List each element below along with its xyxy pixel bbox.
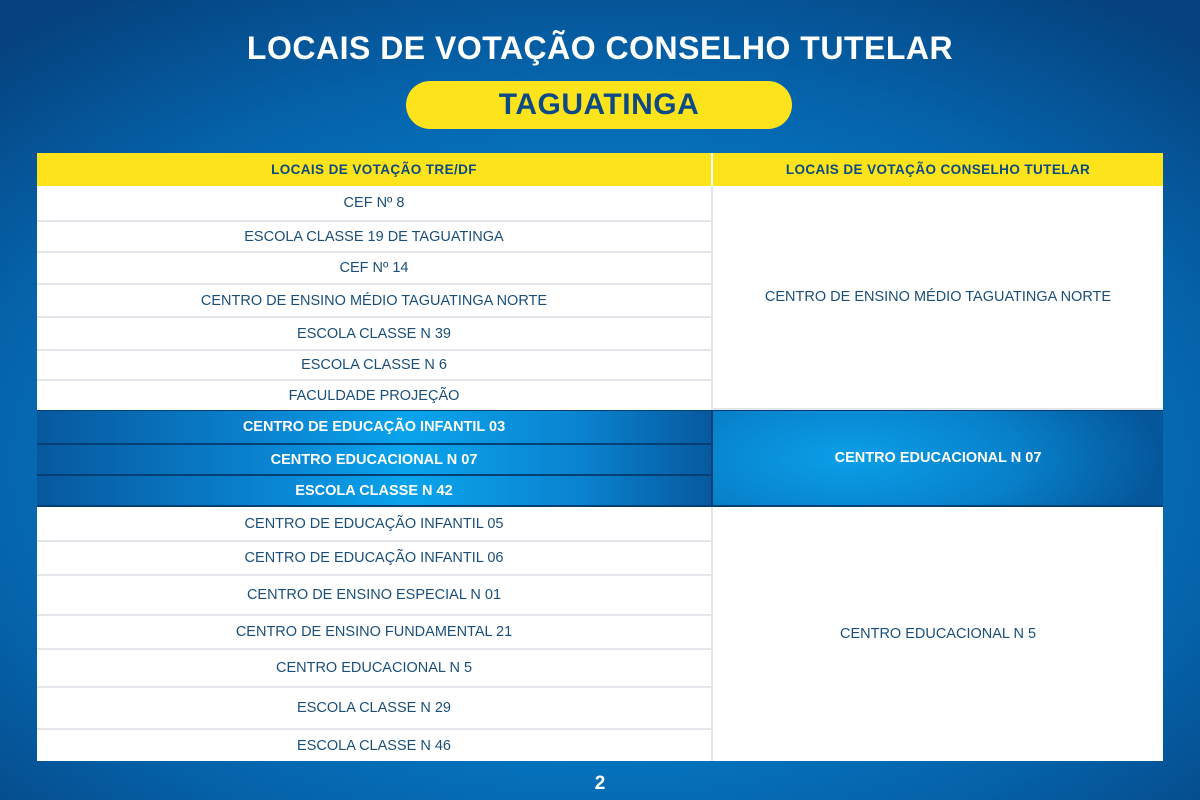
- table-row: CENTRO DE EDUCAÇÃO INFANTIL 03: [37, 410, 713, 445]
- page-number: 2: [594, 773, 606, 794]
- merged-cell-conselho: CENTRO EDUCACIONAL N 5: [839, 626, 1037, 642]
- table-row: CENTRO DE ENSINO ESPECIAL N 01: [37, 576, 713, 616]
- table-row: CEF Nº 8: [37, 186, 713, 222]
- column-header-conselho: LOCAIS DE VOTAÇÃO CONSELHO TUTELAR: [713, 153, 1163, 186]
- table-row: CENTRO DE EDUCAÇÃO INFANTIL 06: [37, 542, 713, 576]
- merged-cell-conselho: CENTRO DE ENSINO MÉDIO TAGUATINGA NORTE: [713, 186, 1163, 410]
- table-row: ESCOLA CLASSE N 29: [37, 688, 713, 730]
- merged-cell-conselho: CENTRO EDUCACIONAL N 07: [713, 410, 1163, 507]
- table-row: FACULDADE PROJEÇÃO: [37, 381, 713, 410]
- table-row: CENTRO DE ENSINO MÉDIO TAGUATINGA NORTE: [37, 285, 713, 318]
- table-row: ESCOLA CLASSE N 42: [37, 476, 713, 507]
- table-row: CENTRO EDUCACIONAL N 5: [37, 650, 713, 688]
- page-title: LOCAIS DE VOTAÇÃO CONSELHO TUTELAR: [246, 30, 954, 66]
- table-row: ESCOLA CLASSE N 46: [37, 730, 713, 761]
- table-row: CENTRO DE EDUCAÇÃO INFANTIL 05: [37, 507, 713, 542]
- table-row: CENTRO EDUCACIONAL N 07: [37, 445, 713, 476]
- table-row: CENTRO DE ENSINO FUNDAMENTAL 21: [37, 616, 713, 650]
- table-row: CEF Nº 14: [37, 253, 713, 285]
- table-row: ESCOLA CLASSE N 6: [37, 351, 713, 381]
- table-row: ESCOLA CLASSE N 39: [37, 318, 713, 351]
- column-header-tre: LOCAIS DE VOTAÇÃO TRE/DF: [37, 153, 713, 186]
- city-badge: TAGUATINGA: [406, 81, 792, 129]
- voting-locations-table: [37, 153, 1163, 761]
- table-row: ESCOLA CLASSE 19 DE TAGUATINGA: [37, 222, 713, 253]
